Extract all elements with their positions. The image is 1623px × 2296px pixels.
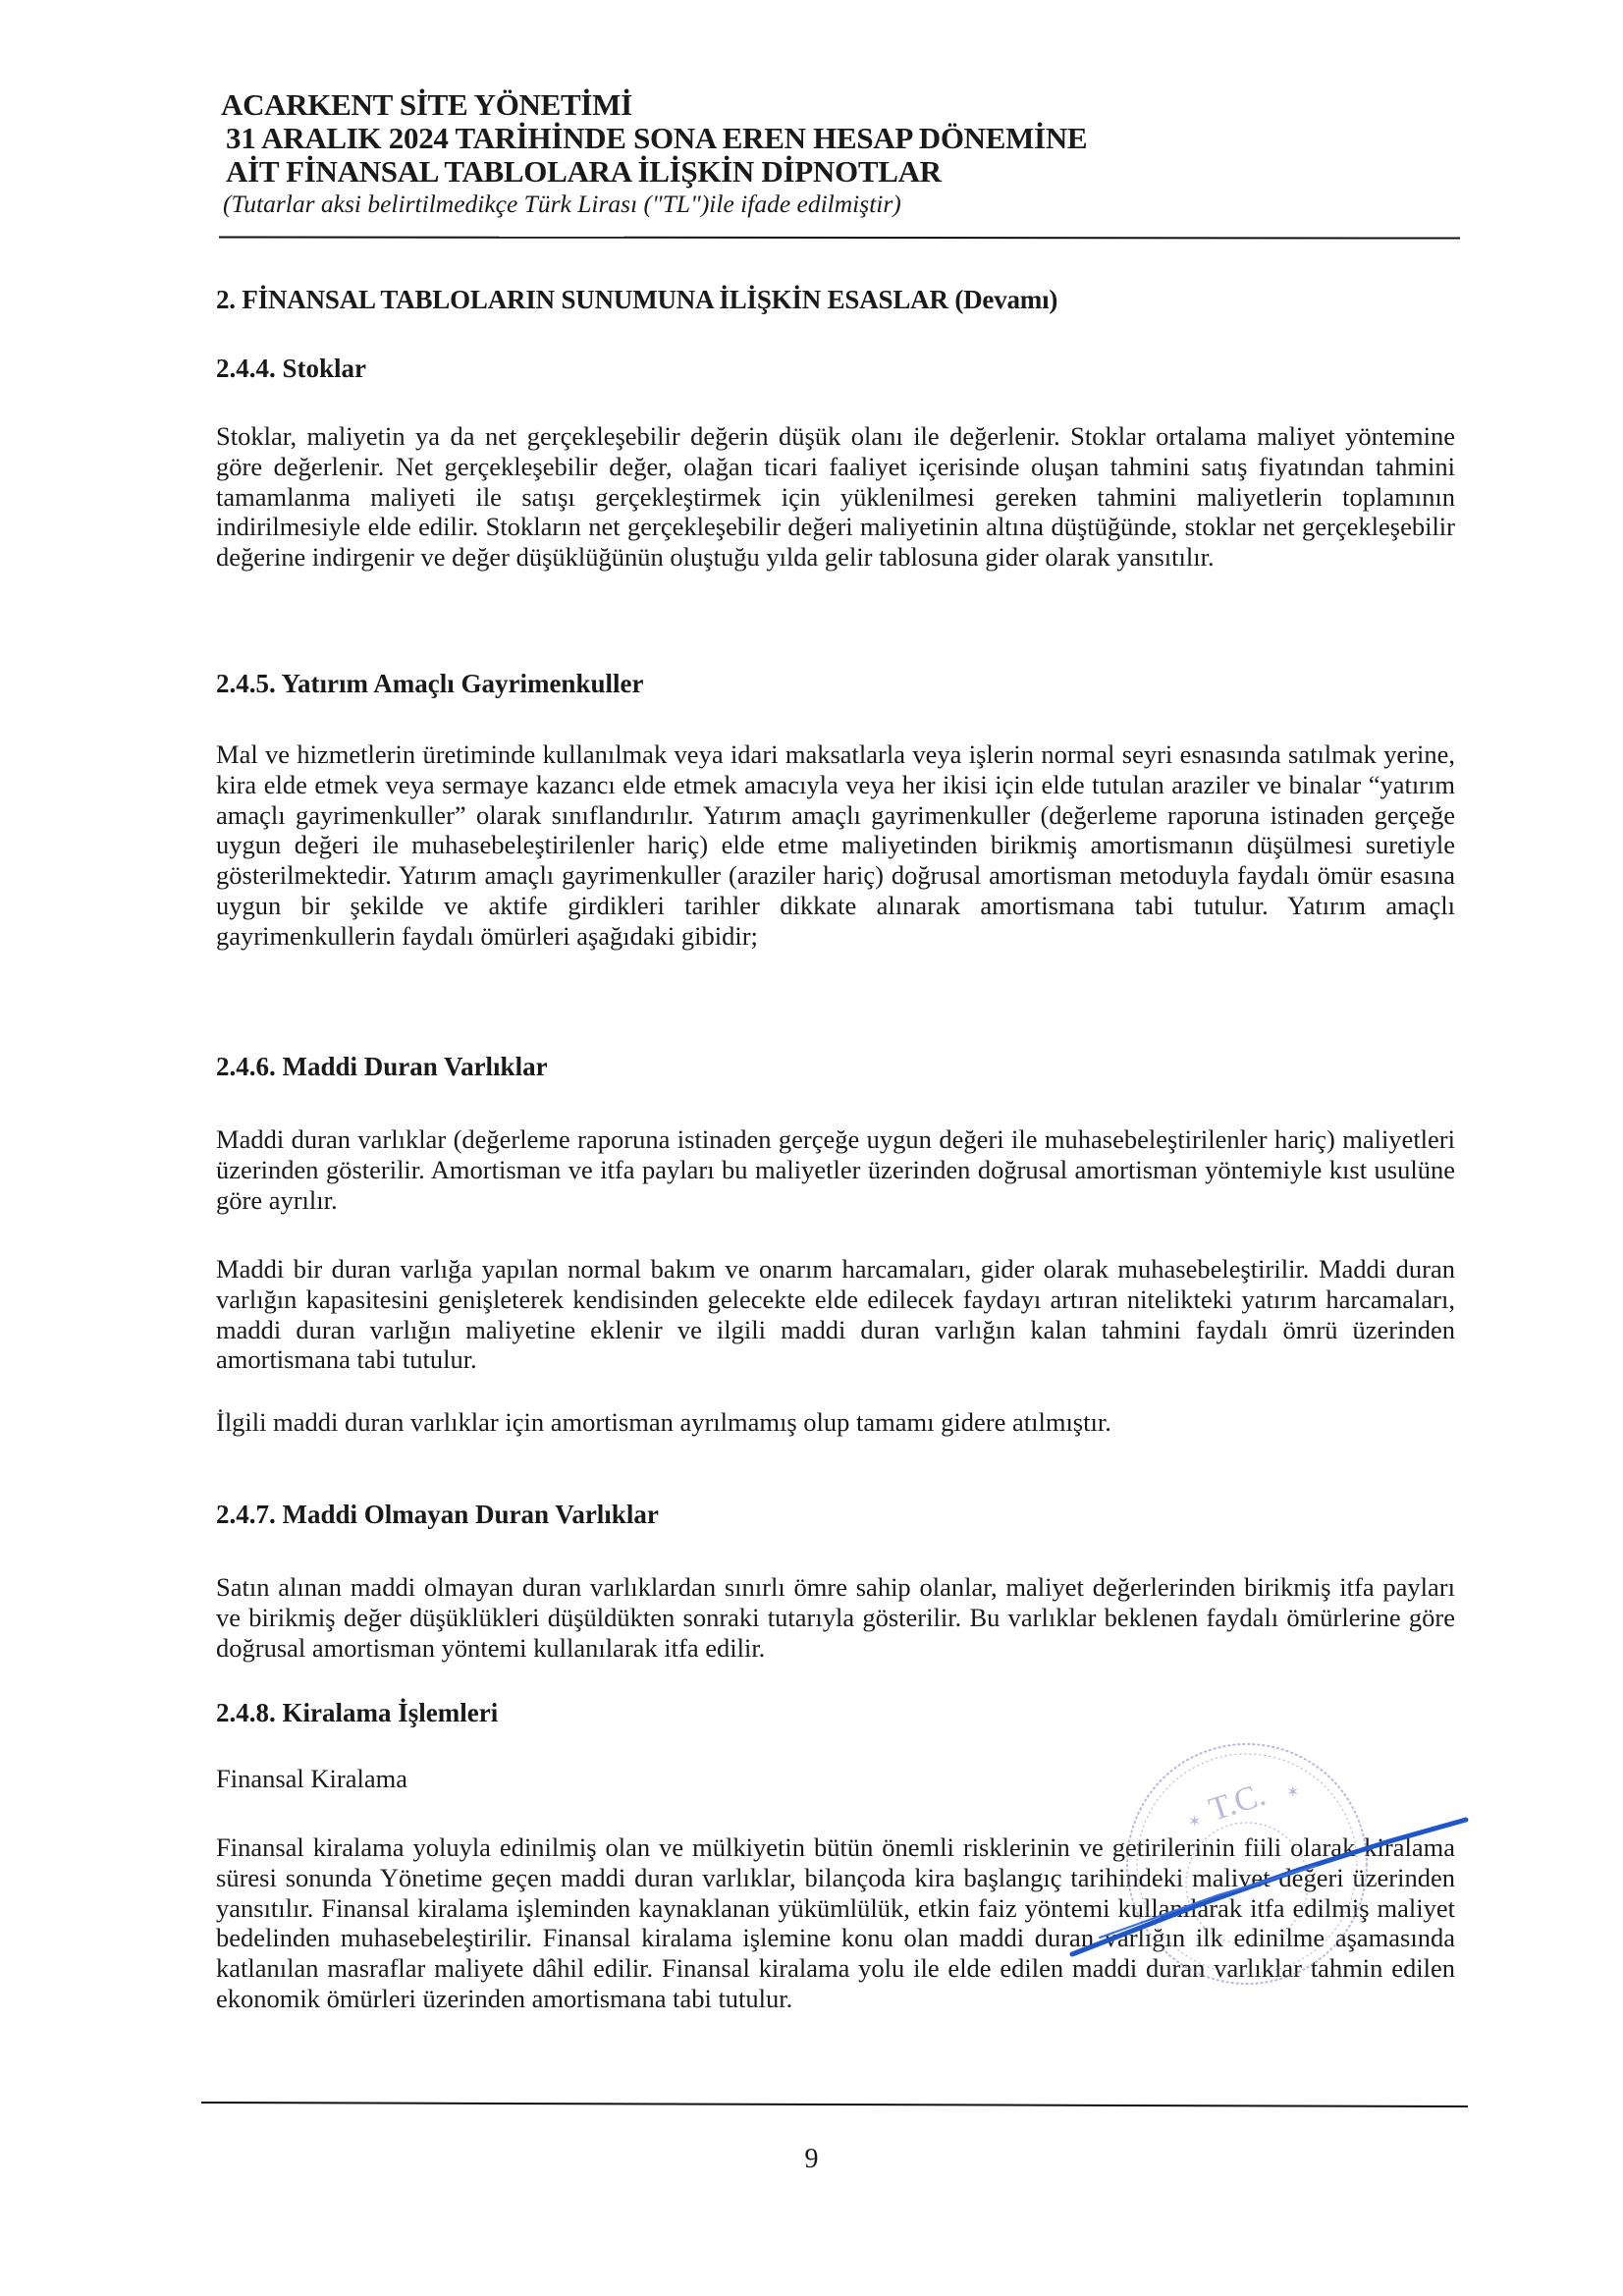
report-title-line-2: AİT FİNANSAL TABLOLARA İLİŞKİN DİPNOTLAR bbox=[226, 154, 942, 189]
header-divider bbox=[219, 236, 1460, 239]
paragraph-stoklar: Stoklar, maliyetin ya da net gerçekleşebilir değerin düşük olanı ile değerlenir. Stoklar ortalama maliyet yöntemine göre değerlenir. Net gerçekleşebilir değer, olağan ticari faaliyet içerisinde oluşan tahmini satış fiyatından tahmini tamamlanma maliyeti ile satışı gerçekleştirmek için yüklenilmesi gereken tahmini maliyetlerin toplamının indirilmesiyle elde edilir. Stokların net gerçekleşebilir değeri maliyetinin altına düştüğünde, stoklar net gerçekleşebilir değerine indirgenir ve değer düşüklüğünün oluştuğu yılda gelir tablosuna gider olarak yansıtılır. bbox=[216, 421, 1455, 573]
subsection-heading-kiralama-islemleri: 2.4.8. Kiralama İşlemleri bbox=[216, 1698, 499, 1727]
paragraph-maddi-duran-varliklar-3: İlgili maddi duran varlıklar için amortisman ayrılmamış olup tamamı gidere atılmıştır. bbox=[216, 1407, 1111, 1437]
paragraph-maddi-olmayan-duran-varliklar: Satın alınan maddi olmayan duran varlıklardan sınırlı ömre sahip olanlar, maliyet değerlerinden birikmiş itfa payları ve birikmiş değer düşüklükleri düşüldükten sonraki tutarıyla gösterilir. Bu varlıklar beklenen faydalı ömürlerine göre doğrusal amortisman yöntemi kullanılarak itfa edilir. bbox=[216, 1572, 1455, 1663]
paragraph-yatirim-amacli-gayrimenkuller: Mal ve hizmetlerin üretiminde kullanılmak veya idari maksatlarla veya işlerin normal seyri esnasında satılmak yerine, kira elde etmek veya sermaye kazancı elde etmek amacıyla veya her ikisi için elde tutulan araziler ve binalar “yatırım amaçlı gayrimenkuller” olarak sınıflandırılır. Yatırım amaçlı gayrimenkuller (değerleme raporuna istinaden gerçeğe uygun değeri ile muhasebeleştirilenler hariç) elde etme maliyetinden birikmiş amortismanın düşülmesi suretiyle gösterilmektedir. Yatırım amaçlı gayrimenkuller (araziler hariç) doğrusal amortisman metoduyla faydalı ömür esasına uygun bir şekilde ve aktife girdikleri tarihler dikkate alınarak amortismana tabi tutulur. Yatırım amaçlı gayrimenkullerin faydalı ömürleri aşağıdaki gibidir; bbox=[216, 739, 1455, 951]
svg-text:T.C.: T.C. bbox=[1204, 1776, 1271, 1829]
report-title-line-1: 31 ARALIK 2024 TARİHİNDE SONA EREN HESAP DÖNEMİNE bbox=[226, 121, 1088, 155]
subsection-heading-yatirim-amacli-gayrimenkuller: 2.4.5. Yatırım Amaçlı Gayrimenkuller bbox=[216, 669, 644, 698]
svg-text:✶: ✶ bbox=[1188, 1812, 1202, 1831]
svg-text:✶: ✶ bbox=[1286, 1782, 1300, 1801]
currency-note: (Tutarlar aksi belirtilmedikçe Türk Lirası ("TL")ile ifade edilmiştir) bbox=[223, 190, 901, 218]
subsection-heading-maddi-duran-varliklar: 2.4.6. Maddi Duran Varlıklar bbox=[216, 1052, 548, 1081]
page-number: 9 bbox=[804, 2144, 819, 2174]
subsection-heading-maddi-olmayan-duran-varliklar: 2.4.7. Maddi Olmayan Duran Varlıklar bbox=[216, 1500, 659, 1529]
paragraph-finansal-kiralama: Finansal kiralama yoluyla edinilmiş olan ve mülkiyetin bütün önemli risklerinin ve getirilerinin fiili olarak kiralama süresi sonunda Yönetime geçen maddi duran varlıklar, bilançoda kira başlangıç tarihindeki maliyet değeri üzerinden yansıtılır. Finansal kiralama işleminden kaynaklanan yükümlülük, etkin faiz yöntemi kullanılarak itfa edilmiş maliyet bedelinden muhasebeleştirilir. Finansal kiralama işlemine konu olan maddi duran varlığın ilk edinilme aşamasında katlanılan masraflar maliyete dâhil edilir. Finansal kiralama yolu ile elde edilen maddi duran varlıklar tahmin edilen ekonomik ömürleri üzerinden amortismana tabi tutulur. bbox=[216, 1832, 1455, 2013]
subsection-heading-stoklar: 2.4.4. Stoklar bbox=[216, 354, 367, 383]
finansal-kiralama-label: Finansal Kiralama bbox=[216, 1764, 408, 1793]
document-header bbox=[221, 88, 1460, 220]
paragraph-maddi-duran-varliklar-1: Maddi duran varlıklar (değerleme raporuna istinaden gerçeğe uygun değeri ile muhasebeleştirilenler hariç) maliyetleri üzerinden gösterilir. Amortisman ve itfa payları bu maliyetler üzerinden doğrusal amortisman yöntemiyle kıst usulüne göre ayrılır. bbox=[216, 1124, 1455, 1215]
organization-name: ACARKENT SİTE YÖNETİMİ bbox=[221, 87, 632, 122]
section-title: 2. FİNANSAL TABLOLARIN SUNUMUNA İLİŞKİN ESASLAR (Devamı) bbox=[216, 285, 1058, 314]
footer-divider bbox=[201, 2102, 1468, 2107]
paragraph-maddi-duran-varliklar-2: Maddi bir duran varlığa yapılan normal bakım ve onarım harcamaları, gider olarak muhasebeleştirilir. Maddi duran varlığın kapasitesini genişleterek kendisinden gelecekte elde edilecek faydayı artıran nitelikteki yatırım harcamaları, maddi duran varlığın maliyetine eklenir ve ilgili maddi duran varlığın kalan tahmini faydalı ömrü üzerinden amortismana tabi tutulur. bbox=[216, 1254, 1455, 1375]
